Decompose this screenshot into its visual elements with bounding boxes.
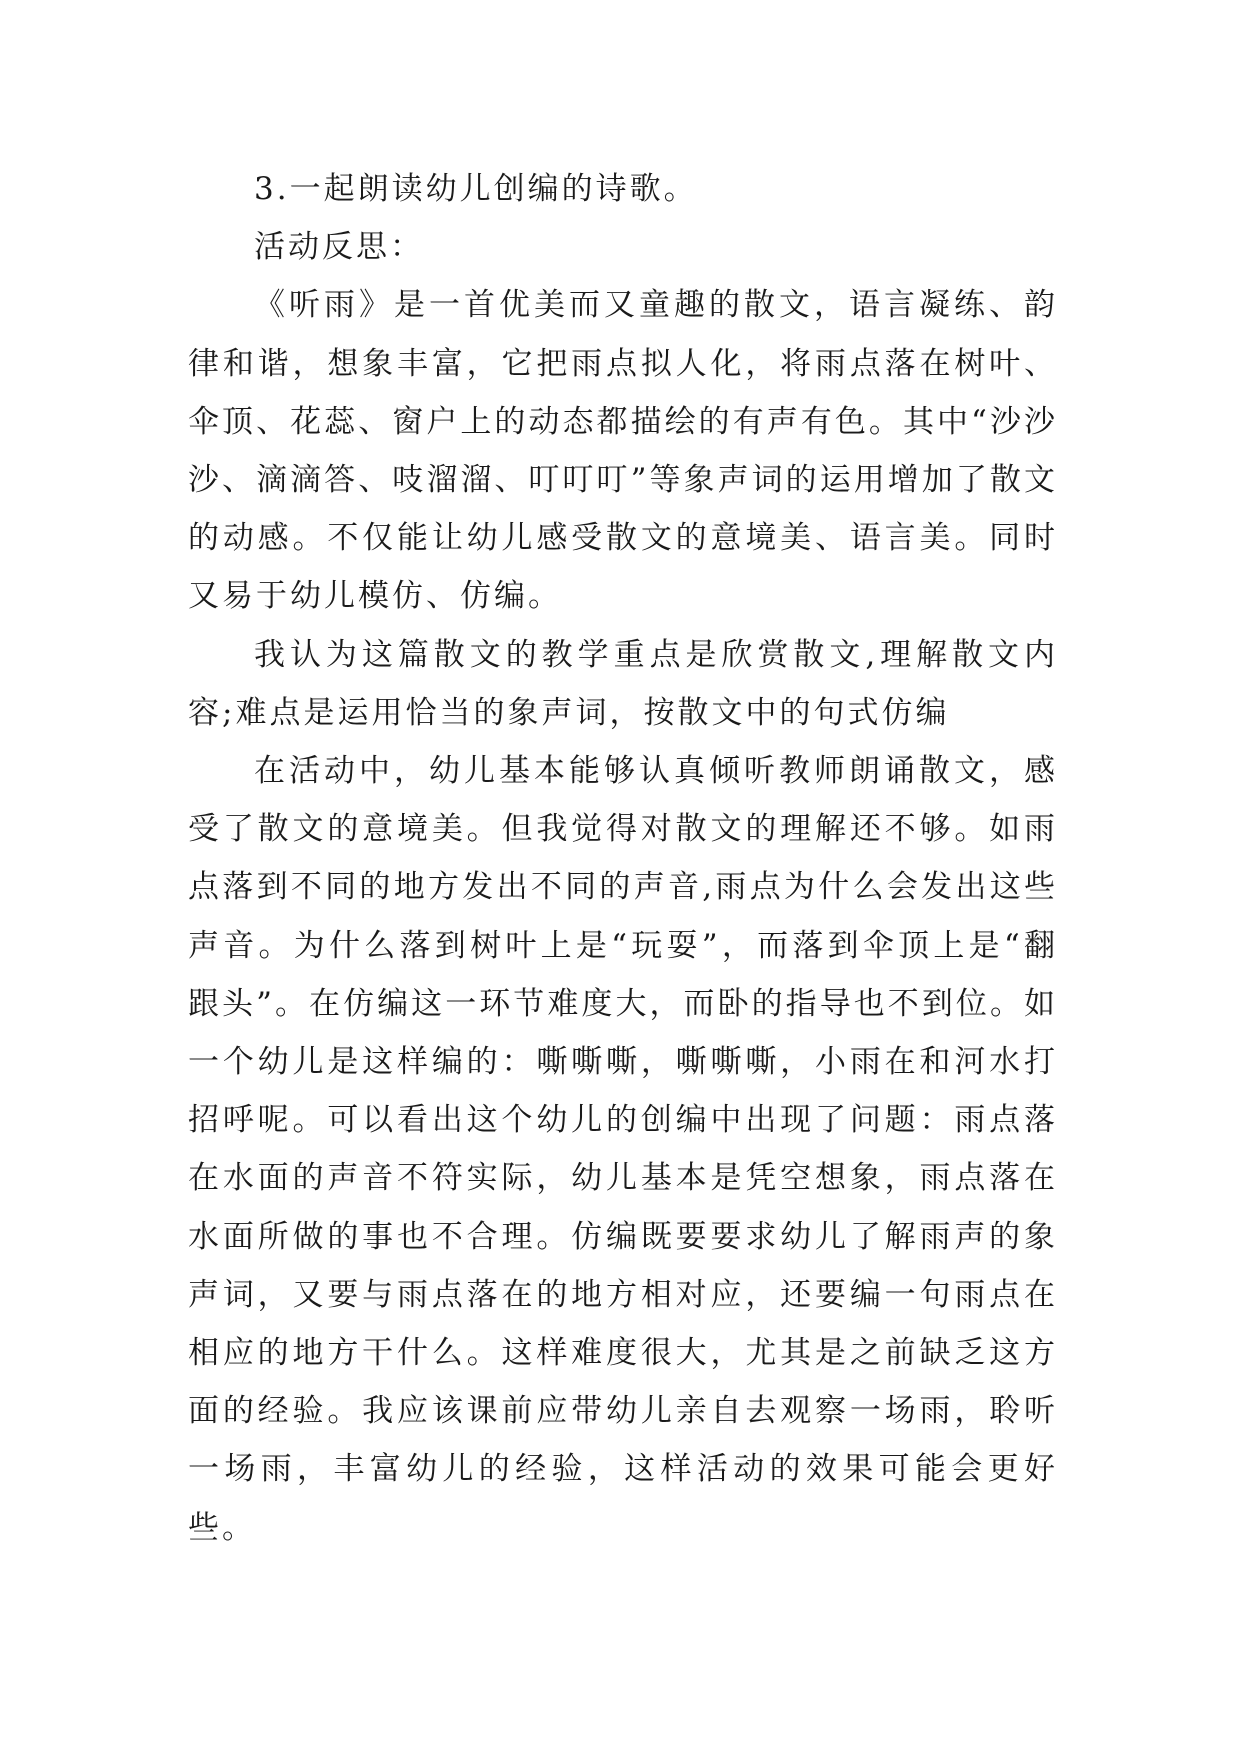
paragraph-intro: 《听雨》是一首优美而又童趣的散文，语言凝练、韵律和谐，想象丰富，它把雨点拟人化，将雨点落在树叶、伞顶、花蕊、窗户上的动态都描绘的有声有色。其中“沙沙沙、滴滴答、吱溜溜、叮叮叮”等象声词的运用增加了散文的动感。不仅能让幼儿感受散文的意境美、语言美。同时又易于幼儿模仿、仿编。 (188, 287, 1058, 615)
paragraph-reflection-heading: 活动反思： (254, 229, 424, 266)
paragraph-key-points: 我认为这篇散文的教学重点是欣赏散文,理解散文内容;难点是运用恰当的象声词，按散文中的句式仿编 (188, 636, 1058, 731)
paragraph-analysis: 在活动中，幼儿基本能够认真倾听教师朗诵散文，感受了散文的意境美。但我觉得对散文的理解还不够。如雨点落到不同的地方发出不同的声音,雨点为什么会发出这些声音。为什么落到树叶上是“玩耍”，而落到伞顶上是“翻跟头”。在仿编这一环节难度大，而卧的指导也不到位。如一个幼儿是这样编的：嘶嘶嘶，嘶嘶嘶，小雨在和河水打招呼呢。可以看出这个幼儿的创编中出现了问题：雨点落在水面的声音不符实际，幼儿基本是凭空想象，雨点落在水面所做的事也不合理。仿编既要要求幼儿了解雨声的象声词，又要与雨点落在的地方相对应，还要编一句雨点在相应的地方干什么。这样难度很大，尤其是之前缺乏这方面的经验。我应该课前应带幼儿亲自去观察一场雨，聆听一场雨，丰富幼儿的经验，这样活动的效果可能会更好些。 (188, 753, 1058, 1546)
body-text (188, 160, 1058, 1557)
paragraph-step-3: 3.一起朗读幼儿创编的诗歌。 (254, 171, 698, 207)
